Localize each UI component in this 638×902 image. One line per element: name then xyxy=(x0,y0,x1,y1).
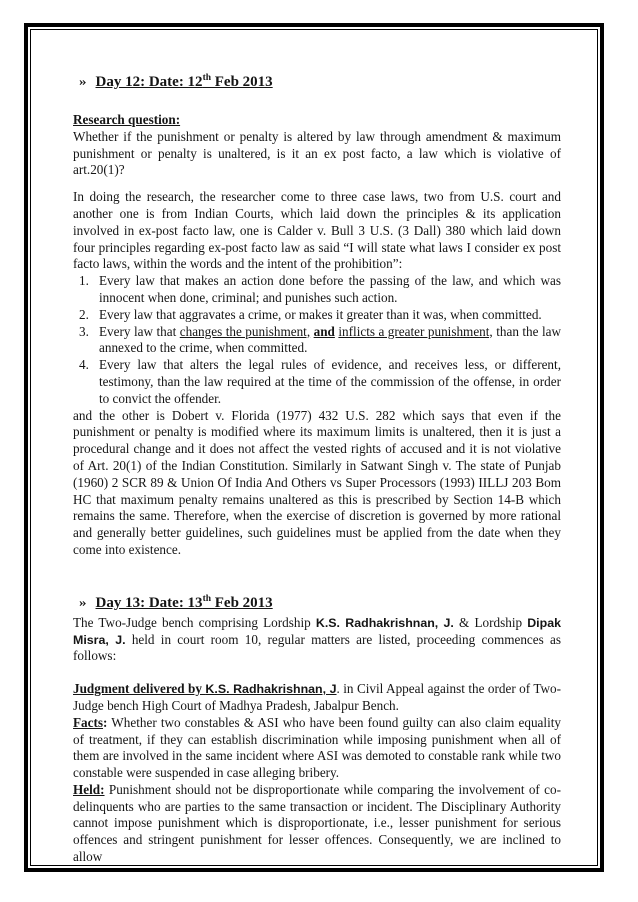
day13-heading-text: Day 13: Date: 13th Feb 2013 xyxy=(95,593,273,611)
list-item-number: 3. xyxy=(79,323,89,339)
research-question-label: Research question: xyxy=(73,112,181,127)
list-item-text: Every law that makes an action done before the passing of the law, and which was innocent when done, criminal; and punishes such action. xyxy=(99,273,561,305)
list-item-4 xyxy=(73,357,561,407)
day12-heading-text: Day 12: Date: 12th Feb 2013 xyxy=(95,73,273,90)
day12-intro-paragraph: In doing the research, the researcher come to three case laws, two from U.S. court and another one is from Indian Courts, which laid down the principles & its application involved in ex-post facto law, one is Calder v. Bull 3 U.S. (3 Dall) 380 which laid down four principles regarding ex-post facto law as said “I will state what laws I consider ex post facto laws, within the words and the intent of the prohibition”: xyxy=(73,189,561,272)
page-content xyxy=(73,72,561,866)
day12-conclusion-paragraph: and the other is Dobert v. Florida (1977) 432 U.S. 282 which says that even if the punishment or penalty is modified where its maximum limits is unaltered, then it is just a procedural change and it does not affect the vested rights of accused and it is not violative of Art. 20(1) of the Indian Constitution. Similarly in Satwant Singh v. The state of Punjab (1960) 2 SCR 89 & Union Of India And Others vs Super Processors (1993) IILLJ 203 Bom HC that maximum penalty remains unaltered as this is prescribed by Section 14-B which remains the same. Therefore, when the exercise of discretion is governed by more rational and generally better guidelines, such guidelines must be applied from the date when they come into existence. xyxy=(73,407,561,557)
list-item-3 xyxy=(73,324,561,358)
list-item-text: Every law that changes the punishment, and inflicts a greater punishment, than the law annexed to the crime, when committed. xyxy=(99,323,562,356)
list-item-number: 4. xyxy=(79,357,89,373)
held-paragraph: Held: Punishment should not be disproportionate while comparing the involvement of co-delinquents who are parties to the same transaction or incident. The Disciplinary Authority cannot impose punishment which is disproportionate, i.e., lesser punishment for serious offences and stringent punishment for lesser offences. Consequently, we are inclined to allow xyxy=(73,781,561,865)
list-item-number: 1. xyxy=(79,273,89,289)
facts-paragraph: Facts: Whether two constables & ASI who have been found guilty can also claim equality of treatment, if they can establish discrimination while imposing punishment when all of them are involved in the same incident where ASI was demoted to constable rank while two constable were suspended in case alleging bribery. xyxy=(73,714,561,781)
day13-bench-paragraph: The Two-Judge bench comprising Lordship K.S. Radhakrishnan, J. & Lordship Dipak Misra, J. held in court room 10, regular matters are listed, proceeding commences as follows: xyxy=(73,614,561,664)
research-question-text: Whether if the punishment or penalty is altered by law through amendment & maximum punishment or penalty is unaltered, is it an ex post facto, a law which is violative of art.20(1)? xyxy=(73,128,561,178)
list-item-text: Every law that aggravates a crime, or makes it greater than it was, when committed. xyxy=(99,306,542,322)
day13-heading xyxy=(79,593,561,613)
list-item-number: 2. xyxy=(79,306,89,322)
double-arrow-bullet-icon: » xyxy=(79,595,87,610)
list-item-1 xyxy=(73,273,561,307)
ex-post-facto-principles-list xyxy=(73,273,561,407)
judgment-paragraph: Judgment delivered by K.S. Radhakrishnan, J. in Civil Appeal against the order of Two-Judge bench High Court of Madhya Pradesh, Jabalpur Bench. xyxy=(73,681,561,713)
list-item-2 xyxy=(73,307,561,324)
list-item-text: Every law that alters the legal rules of evidence, and receives less, or different, testimony, than the law required at the time of the commission of the offense, in order to convict the offender. xyxy=(99,357,561,406)
day12-heading xyxy=(79,72,561,92)
double-arrow-bullet-icon: » xyxy=(79,75,87,89)
